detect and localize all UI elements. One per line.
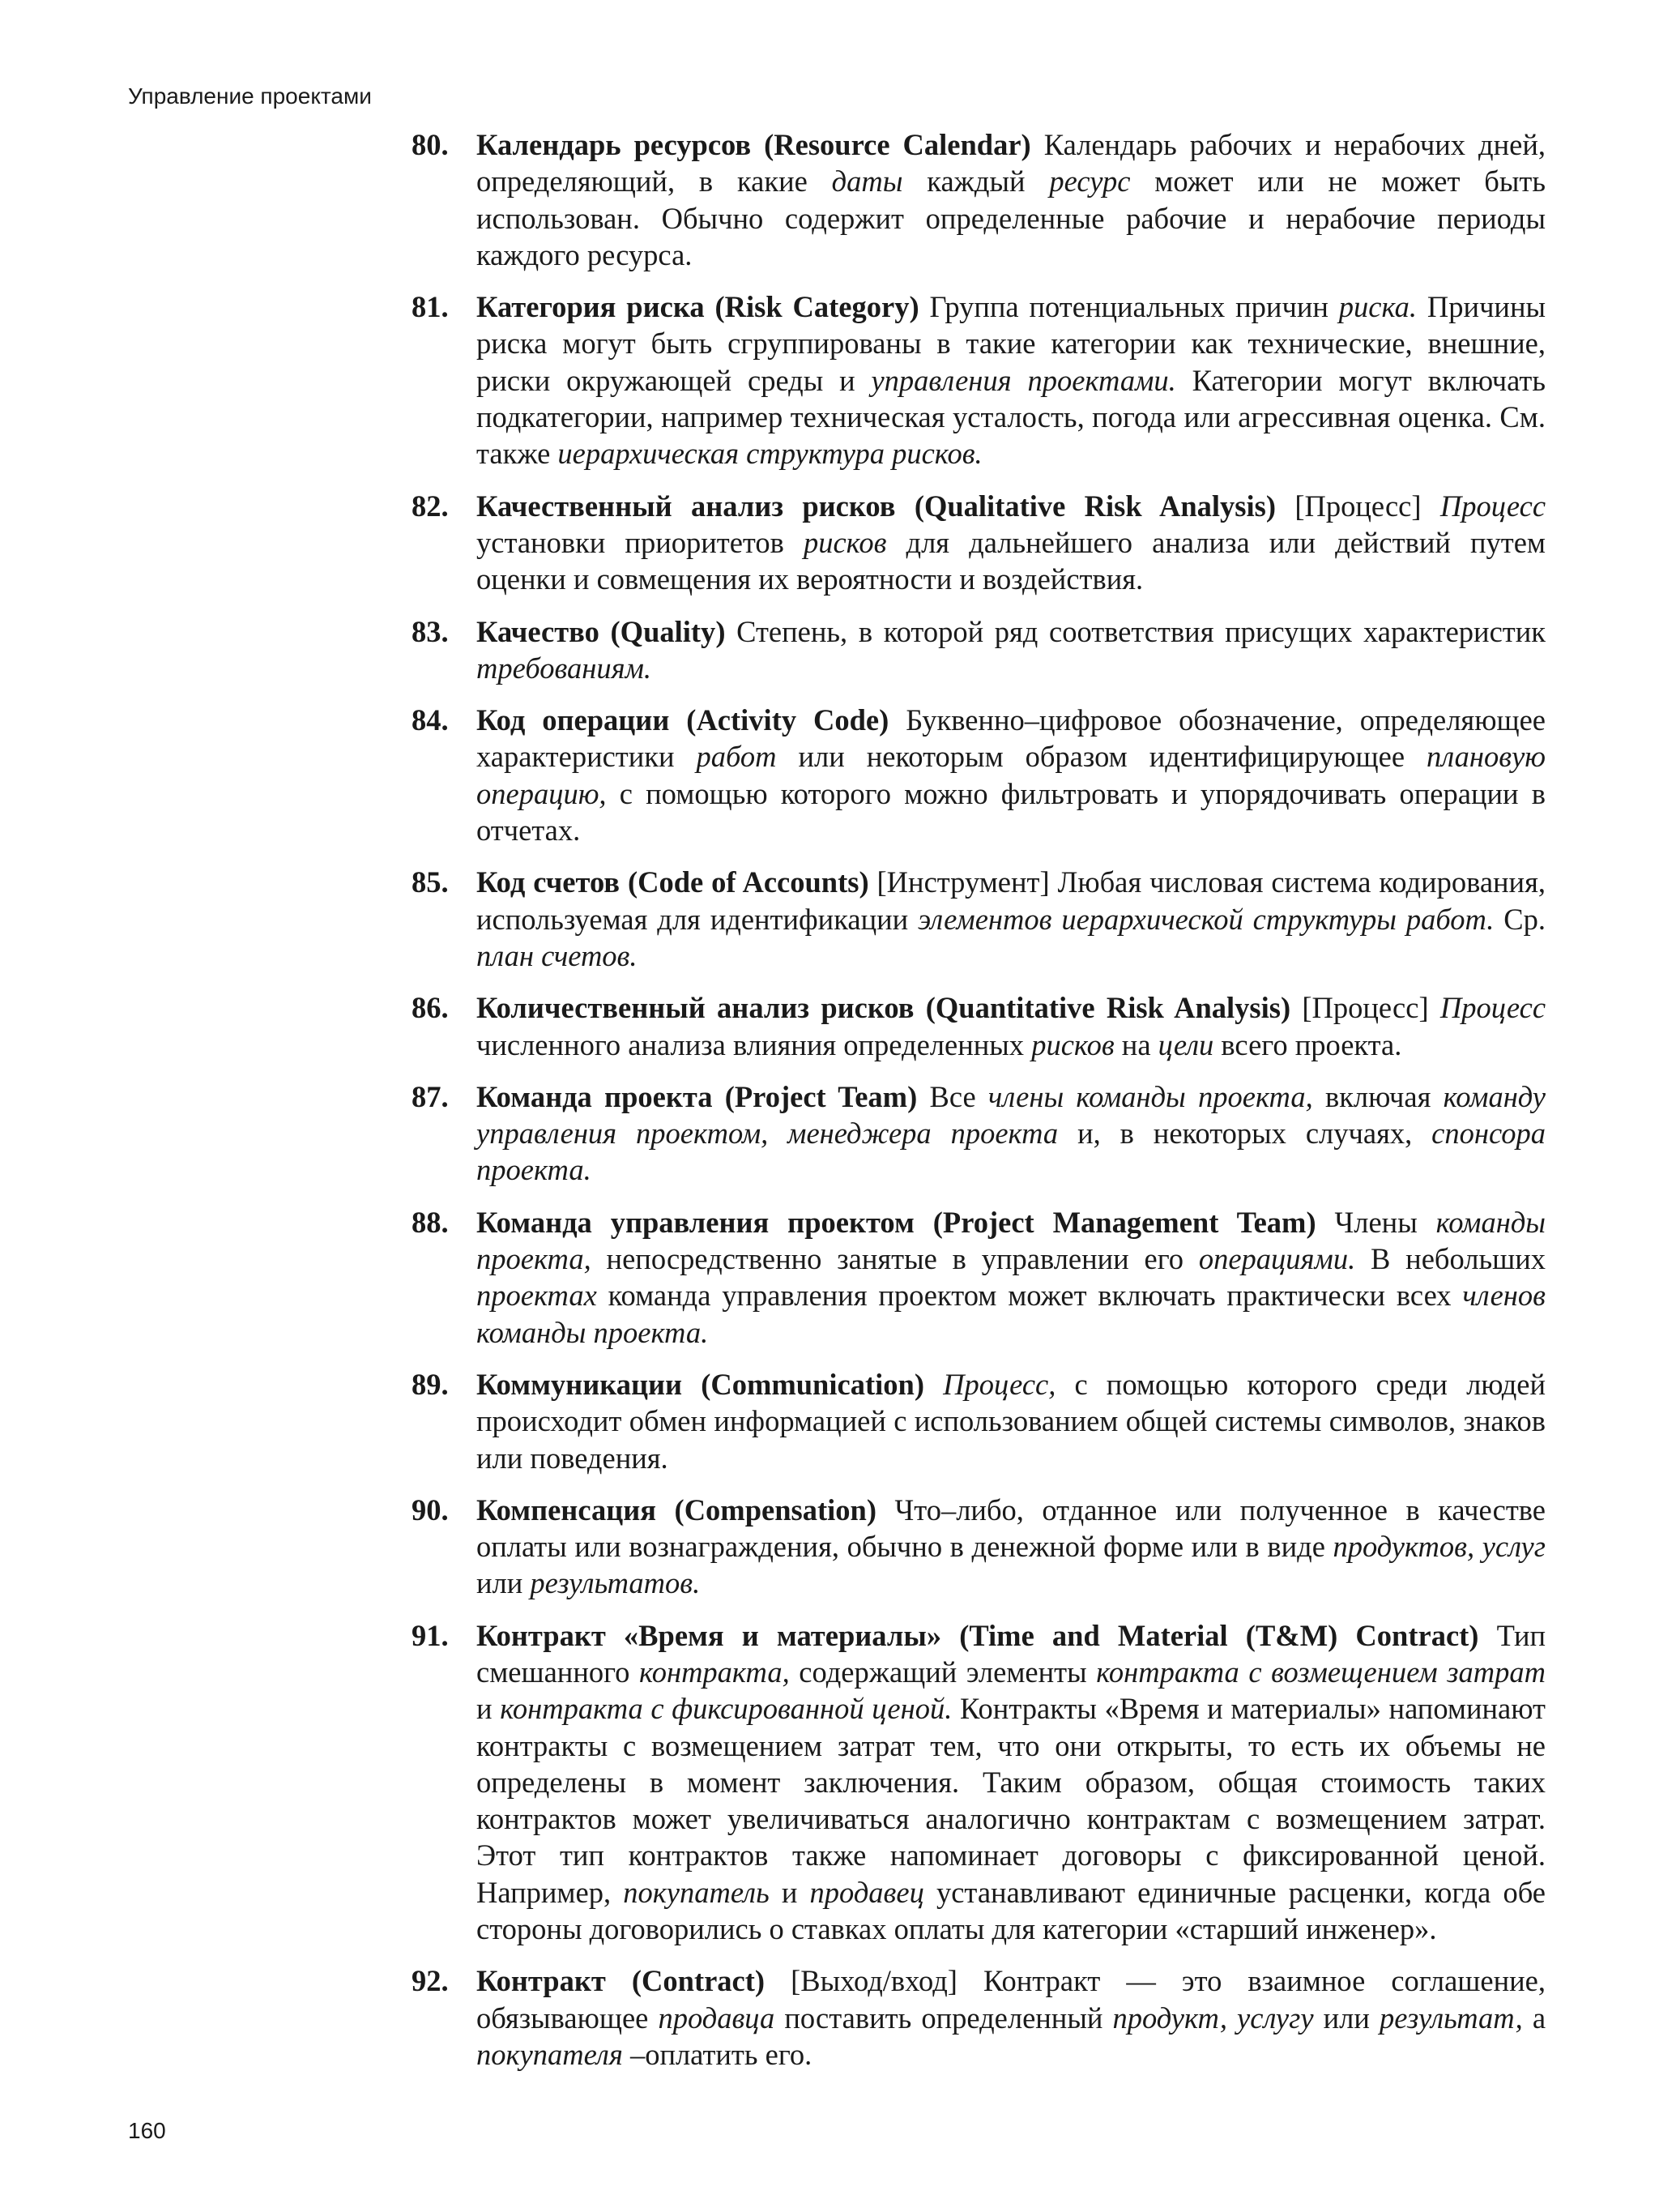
entry-number: 86. [412,991,449,1025]
entry-number: 88. [412,1205,449,1239]
entry-definition-italic: команды проекта, [476,1205,1546,1276]
entry-definition-italic: операциями. [1198,1242,1356,1276]
entry-definition-text: Степень, в которой ряд соответствия присущих характеристик [725,614,1546,648]
entry-definition-italic: продавец [809,1875,924,1909]
entry-definition-text: Контракты «Время и материалы» напоминают контракты с возмещением затрат тем, что они открыты, то есть их объемы не определены в момент заключения. Таким образом, общая стоимость таких контрактов может увеличиваться аналогично контрактам с возмещением затрат. Этот тип контрактов также напоминает договоры с фиксированной ценой. Например, [476,1692,1546,1909]
glossary-entry [412,1617,1546,1948]
entry-definition-text: команда управления проектом может включать практически всех [596,1279,1463,1313]
entry-term: Команда управления проектом [476,1205,915,1239]
entry-english-term: (Project Management Team) [932,1205,1316,1239]
entry-definition-italic: команду управления проектом, менеджера проекта [476,1079,1546,1151]
entry-english-term: (Time and Material (T&M) Contract) [959,1618,1479,1652]
entry-definition-text: Группа потенциальных причин [919,290,1339,324]
entry-definition-text: содержащий элементы [789,1655,1097,1689]
entry-term: Код операции [476,703,670,737]
entry-definition-text: Буквенно–цифровое обозначение, определяющее характеристики [476,703,1546,774]
entry-number: 83. [412,614,449,648]
glossary-entry [412,1962,1546,2073]
entry-definition-italic: контракта с возмещением затрат [1096,1655,1546,1689]
entry-english-name: Project Team [734,1079,908,1113]
glossary-entry [412,989,1546,1063]
entry-definition-italic: иерархическая структура рисков. [557,437,983,471]
entry-english-term: (Quantitative Risk Analysis) [925,991,1291,1025]
entry-definition-italic: результатов. [530,1566,701,1600]
glossary-entry [412,864,1546,974]
entry-english-name: Resource Calendar [774,128,1021,161]
entry-definition-italic: элементов иерархической структуры работ. [918,902,1495,936]
entry-definition-italic: продавца [658,2001,775,2035]
entry-definition-text: В небольших [1355,1242,1546,1276]
entry-english-name: Quantitative Risk Analysis [935,991,1281,1025]
entry-definition-text: или [1313,2001,1380,2035]
entry-english-name: Quality [620,614,716,648]
entry-english-term: (Activity Code) [686,703,889,737]
entry-number: 89. [412,1367,449,1401]
entry-english-name: Communication [710,1367,915,1401]
entry-english-name: Time and Material [969,1618,1228,1652]
entry-definition-italic: Процесс [1439,489,1546,523]
entry-english-term: (Code of Accounts) [627,865,869,899]
entry-definition-text: численного анализа влияния определенных [476,1027,1032,1061]
entry-definition-text: и, в некоторых случаях, [1058,1117,1432,1151]
entry-definition-text: [Инструмент] Любая числовая система кодирования, используемая для идентификации [476,865,1546,936]
entry-definition-italic: ресурс [1049,164,1131,199]
entry-english-name: Activity Code [696,703,880,737]
entry-definition-italic: продукт, услугу [1112,2001,1314,2035]
entry-term: Компенсация [476,1492,657,1527]
entry-definition-text [924,1368,943,1401]
entry-number: 85. [412,865,449,899]
entry-definition-text: включая [1312,1079,1444,1113]
entry-definition-text: непосредственно занятые в управлении его [591,1242,1199,1276]
entry-term: Команда проекта [476,1079,713,1113]
entry-number: 82. [412,489,449,523]
entry-english-name: Code of Accounts [638,865,859,899]
entry-english-term: (Communication) [701,1367,924,1401]
entry-definition-italic: контракта, [639,1655,790,1689]
glossary-entry [412,613,1546,687]
entry-definition-italic: контракта с фиксированной ценой. [500,1692,953,1726]
entry-term: Категория риска [476,290,705,324]
glossary-entry [412,488,1546,598]
glossary-entry-list [412,126,1546,2088]
entry-term: Коммуникации [476,1367,683,1401]
entry-number: 81. [412,290,449,324]
entry-definition-text: устанавливают единичные расценки, когда обе стороны договорились о ставках оплаты для категории «старший инженер». [476,1875,1546,1946]
entry-definition-italic: требованиям. [476,651,652,685]
entry-english-term: (Risk Category) [714,290,919,324]
glossary-entry [412,1366,1546,1476]
entry-definition-italic: членов команды проекта. [476,1279,1546,1349]
entry-english-name: Contract [642,1964,755,1998]
entry-english-name: Compensation [684,1492,867,1527]
glossary-entry [412,288,1546,472]
entry-definition-text: Тип смешанного [476,1618,1546,1689]
entry-english-term: (Project Team) [724,1079,918,1113]
entry-definition-text: на [1114,1027,1158,1061]
entry-definition-text: или [476,1566,531,1600]
entry-definition-italic: члены команды проекта, [987,1079,1313,1113]
entry-english-name: Qualitative Risk Analysis [923,489,1266,523]
entry-definition-italic: спонсора проекта. [476,1117,1546,1187]
entry-english-tail: Contract [1337,1618,1469,1652]
entry-definition-italic: риска. [1338,290,1418,324]
glossary-entry [412,1492,1546,1602]
entry-definition-text: Что–либо, отданное или полученное в качестве оплаты или вознаграждения, обычно в денежной форме или в виде [476,1492,1546,1564]
entry-definition-italic: продуктов, услуг [1333,1530,1546,1564]
entry-english-term: (Compensation) [674,1492,876,1527]
running-header-title: Управление проектами [128,83,372,109]
entry-english-term: (Qualitative Risk Analysis) [914,489,1276,523]
entry-english-name: Risk Category [724,290,910,324]
entry-definition-italic: цели [1158,1027,1214,1061]
entry-definition-italic: рисков [1031,1027,1115,1061]
entry-number: 90. [412,1492,449,1527]
entry-definition-text: [Процесс] [1290,991,1440,1025]
entry-english-term: (Quality) [610,614,726,648]
entry-number: 92. [412,1964,449,1998]
entry-definition-text: с помощью которого среди людей происходит обмен информацией с использованием общей системы символов, знаков или поведения. [476,1367,1546,1475]
entry-definition-text: а [1522,2001,1546,2035]
entry-term: Код счетов [476,865,620,899]
entry-definition-italic: рисков [803,525,887,559]
entry-number: 91. [412,1618,449,1652]
entry-definition-text: с помощью которого можно фильтровать и упорядочивать операции в отчетах. [476,776,1546,848]
entry-english-term: (Resource Calendar) [764,128,1031,161]
entry-definition-italic: результат, [1380,2001,1523,2035]
entry-definition-text: поставить определенный [774,2001,1113,2035]
entry-definition-italic: плановую операцию, [476,740,1546,810]
entry-number: 80. [412,128,449,161]
entry-term: Контракт «Время и материалы» [476,1618,942,1652]
entry-definition-text: [Выход/вход] Контракт — это взаимное соглашение, обязывающее [476,1964,1546,2035]
entry-definition-text: [Процесс] [1276,489,1440,523]
entry-definition-italic: покупатель [623,1875,770,1909]
entry-term: Качество [476,614,599,648]
entry-definition-text: или некоторым образом идентифицирующее [776,740,1427,774]
entry-definition-italic: проектах [476,1279,597,1313]
entry-definition-italic: работ [696,740,777,774]
entry-number: 87. [412,1079,449,1113]
entry-english-term: (Contract) [631,1964,766,1998]
entry-term: Контракт [476,1964,606,1998]
glossary-entry [412,1078,1546,1189]
entry-definition-italic: даты [831,164,903,199]
entry-term: Календарь ресурсов [476,128,752,161]
entry-definition-text: может или не может быть использован. Обычно содержит определенные рабочие и нерабочие периоды каждого ресурса. [476,164,1546,271]
glossary-entry [412,702,1546,848]
entry-definition-italic: управления проектами. [871,363,1176,397]
entry-definition-text: Члены [1316,1205,1436,1239]
entry-definition-text: и [769,1875,810,1909]
entry-term: Количественный анализ рисков [476,991,915,1025]
glossary-entry [412,1204,1546,1351]
entry-definition-text: –оплатить его. [622,2037,812,2071]
entry-definition-text: Все [917,1079,988,1113]
entry-definition-text: Причины риска могут быть сгруппированы в такие категории как технические, внешние, риски окружающей среды и [476,290,1546,397]
entry-definition-italic: план счетов. [476,938,638,972]
entry-definition-text: Календарь рабочих и нерабочих дней, определяющий, в какие [476,128,1546,199]
entry-definition-text: установки приоритетов [476,525,804,559]
entry-definition-italic: покупателя [476,2037,623,2071]
entry-definition-text: каждый [902,164,1050,199]
entry-definition-text: всего проекта. [1213,1027,1402,1061]
entry-definition-text: Ср. [1494,902,1546,936]
page-number: 160 [128,2118,166,2143]
entry-english-name: Project Management Team [942,1205,1307,1239]
entry-definition-text: Категории могут включать подкатегории, например техническая усталость, погода или агрессивная оценка. См. также [476,363,1546,471]
entry-term: Качественный анализ рисков [476,489,896,523]
entry-english-abbrev: T&M [1255,1618,1328,1652]
entry-number: 84. [412,703,449,737]
glossary-entry [412,126,1546,273]
entry-definition-text: для дальнейшего анализа или действий путем оценки и совмещения их вероятности и воздействия. [476,525,1546,596]
entry-definition-italic: Процесс, [943,1367,1056,1401]
entry-definition-italic: Процесс [1439,991,1546,1025]
entry-definition-text: и [476,1692,501,1726]
